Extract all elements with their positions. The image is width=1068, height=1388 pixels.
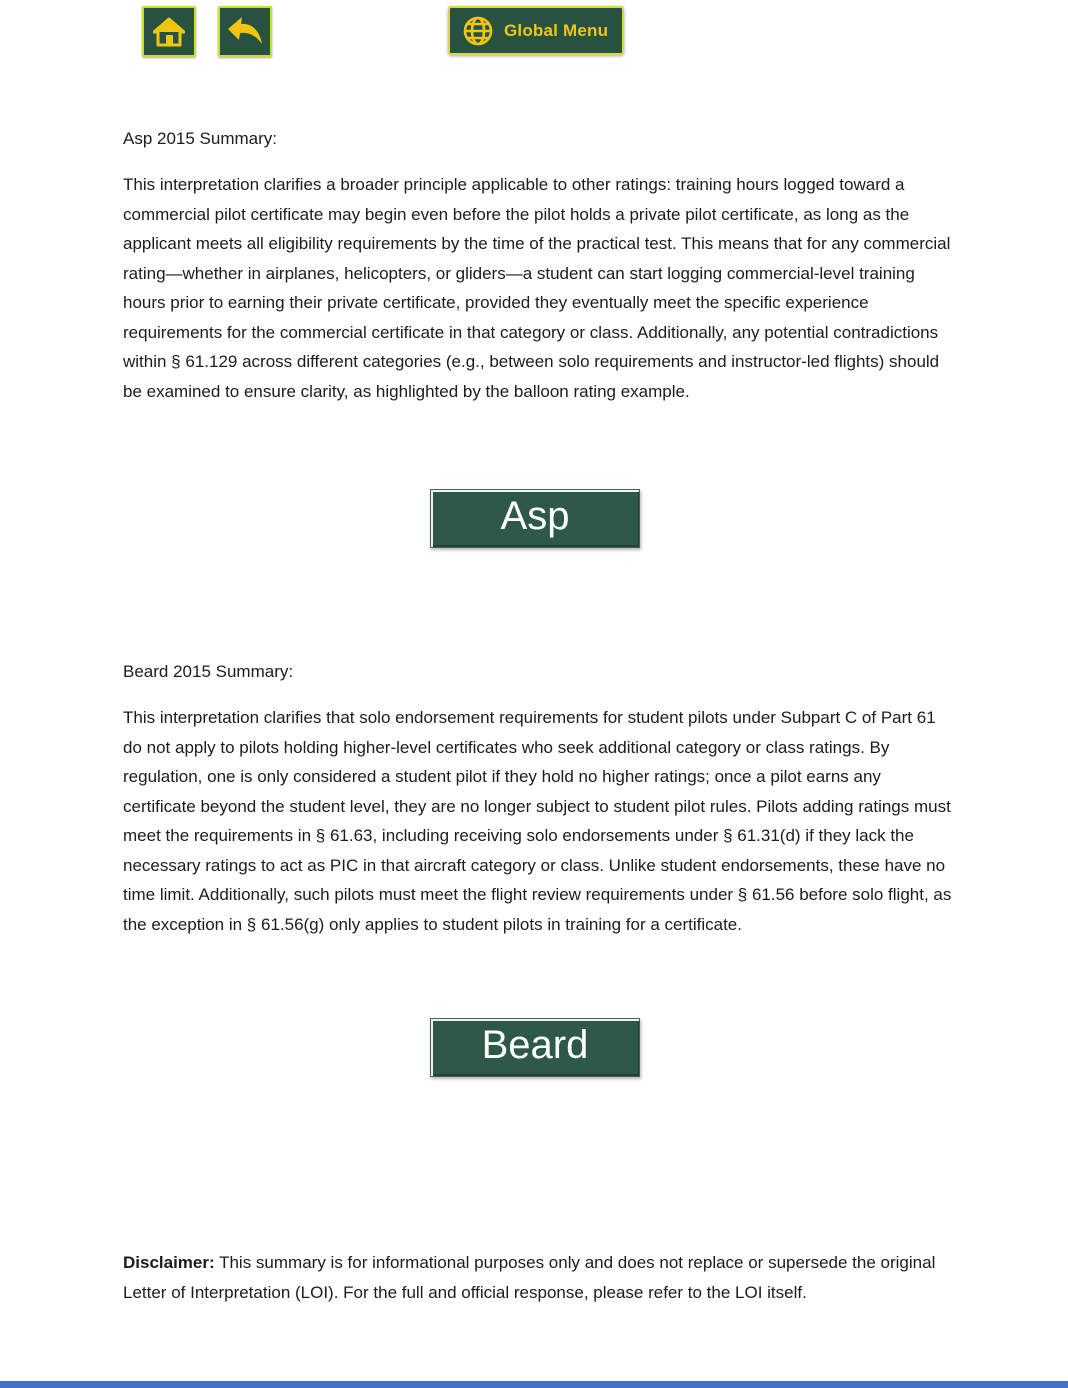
global-menu-button[interactable] (448, 6, 624, 55)
disclaimer (123, 1248, 955, 1307)
beard-button[interactable]: Beard (430, 1018, 640, 1077)
globe-icon (462, 15, 494, 47)
back-button[interactable] (218, 6, 272, 57)
disclaimer-text: This summary is for informational purposes only and does not replace or supersede the original Letter of Interpretation (LOI). For the full and official response, please refer to the LOI itself. (123, 1253, 936, 1302)
home-button[interactable] (142, 6, 196, 57)
bottom-accent-bar (0, 1381, 1068, 1388)
back-arrow-icon (226, 16, 264, 48)
disclaimer-label: Disclaimer: (123, 1253, 215, 1272)
beard-summary-paragraph: This interpretation clarifies that solo endorsement requirements for student pilots under Subpart C of Part 61 do not apply to pilots holding higher-level certificates who seek additional category or class ratings. By regulation, one is only considered a student pilot if they hold no higher ratings; once a pilot earns any certificate beyond the student level, they are no longer subject to student pilot rules. Pilots adding ratings must meet the requirements in § 61.63, including receiving solo endorsements under § 61.31(d) if they lack the necessary ratings to act as PIC in that aircraft category or class. Unlike student endorsements, these have no time limit. Additionally, such pilots must meet the flight review requirements under § 61.56 before solo flight, as the exception in § 61.56(g) only applies to student pilots in training for a certificate. (123, 708, 952, 934)
global-menu-label: Global Menu (504, 20, 609, 40)
asp-summary-paragraph: This interpretation clarifies a broader principle applicable to other ratings: training hours logged toward a commercial pilot certificate may begin even before the pilot holds a private pilot certificate, as long as the applicant meets all eligibility requirements by the time of the practical test. This means that for any commercial rating—whether in airplanes, helicopters, or gliders—a student can start logging commercial-level training hours prior to earning their private certificate, provided they eventually meet the specific experience requirements for the commercial certificate in that category or class. Additionally, any potential contradictions within § 61.129 across different categories (e.g., between solo requirements and instructor-led flights) should be examined to ensure clarity, as highlighted by the balloon rating example. (123, 175, 951, 401)
beard-summary-heading: Beard 2015 Summary: (123, 662, 294, 681)
asp-summary-heading: Asp 2015 Summary: (123, 129, 278, 148)
asp-button[interactable]: Asp (430, 489, 640, 548)
home-icon (153, 17, 185, 47)
